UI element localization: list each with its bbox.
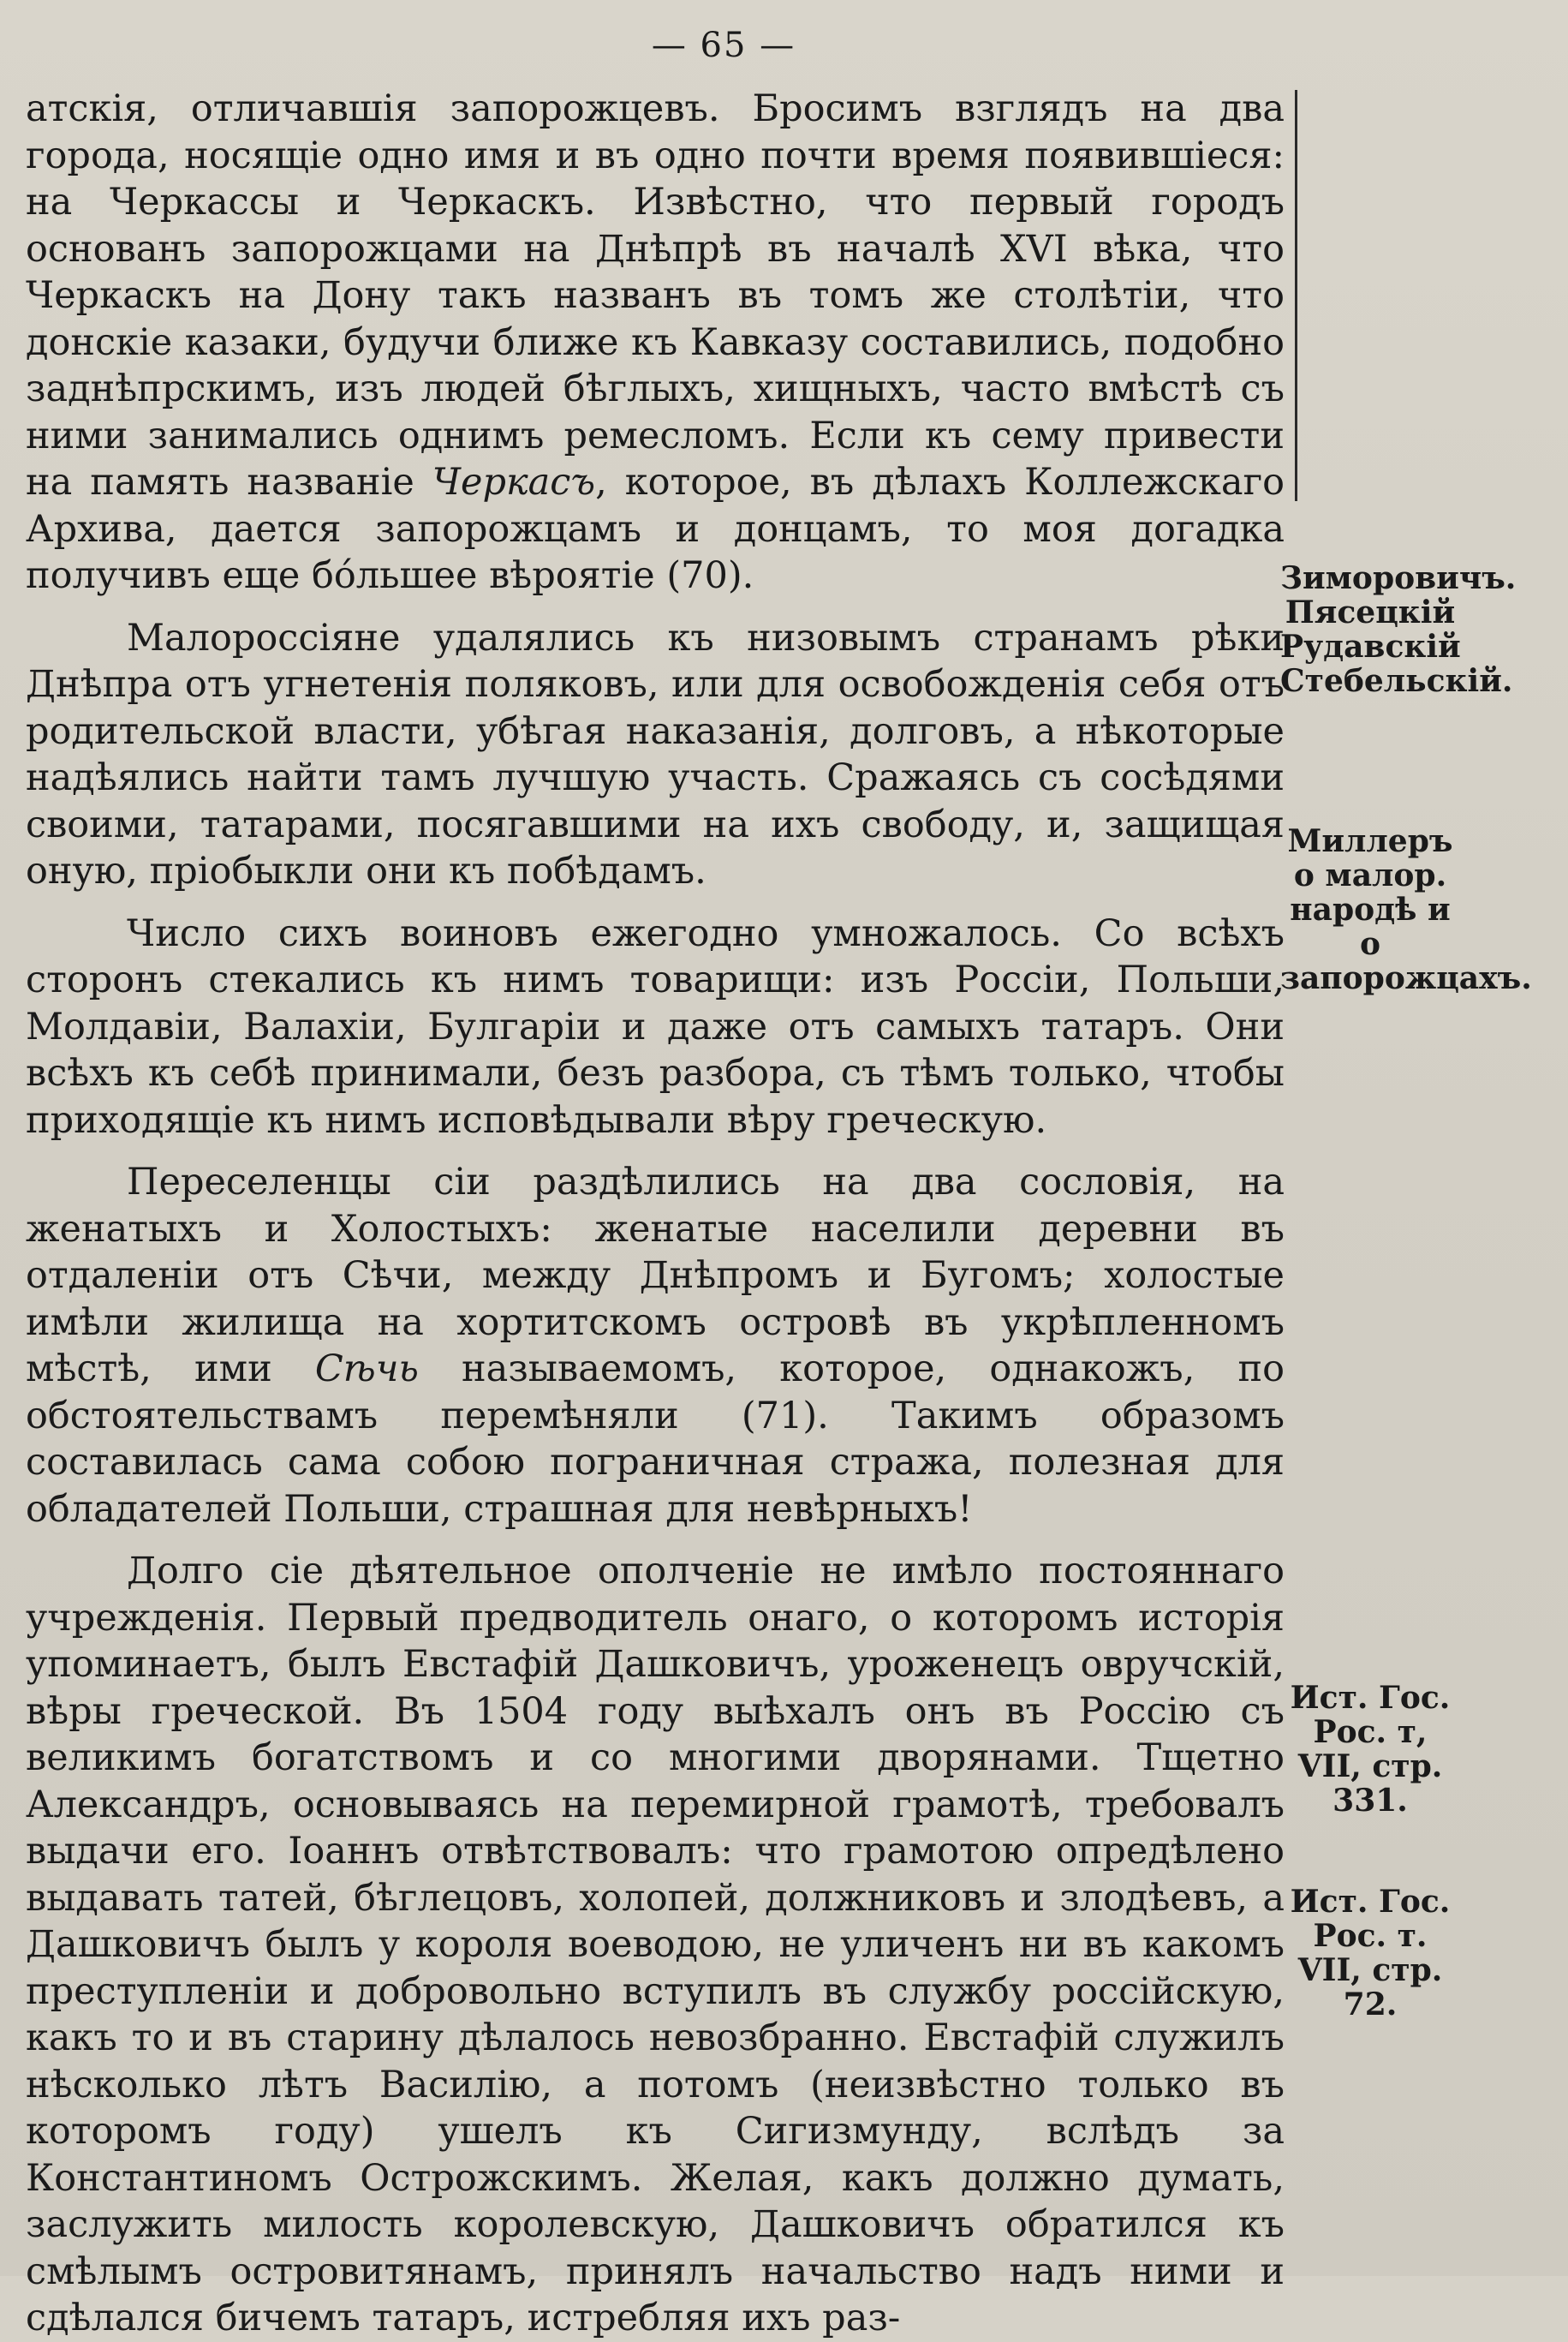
sidenote-1: Зиморовичъ. Пясецкій Рудавскій Стебельскій. [1280, 560, 1517, 699]
paragraph-3: Число сихъ воиновъ ежегодно умножалось. Со всѣхъ сторонъ стекались къ нимъ товарищи: изъ Россіи, Польши, Молдавіи, Валахіи, Булгаріи и даже отъ самыхъ татаръ. Они всѣхъ къ себѣ принимали, безъ разбора, съ тѣмъ только, чтобы приходящіе къ нимъ исповѣдывали вѣру греческую. [26, 911, 1285, 1142]
sidenote-2: Миллеръ о малор. народѣ и о запорожцахъ. [1280, 823, 1532, 996]
paragraph-5: Долго сіе дѣятельное ополченіе не имѣло постояннаго учрежденія. Первый предводитель онаго, о которомъ исторія упоминаетъ, былъ Евстафій Дашковичъ, уроженецъ овручскій, вѣры греческой. Въ 1504 году выѣхалъ онъ въ Россію съ великимъ богатствомъ и со многими дворянами. Тщетно Александръ, основываясь на перемирной грамотѣ, требовалъ выдачи его. Іоаннъ отвѣтствовалъ: что грамотою опредѣлено выдавать татей, бѣглецовъ, холопей, должниковъ и злодѣевъ, а Дашковичъ былъ у короля воеводою, не уличенъ ни въ какомъ преступленіи и добровольно вступилъ въ службу россійскую, какъ то и въ старину дѣлалось невозбранно. Евстафій служилъ нѣсколько лѣтъ Василію, а потомъ (неизвѣстно только въ которомъ году) ушелъ къ Сигизмунду, вслѣдъ за Константиномъ Острожскимъ. Желая, какъ должно думать, заслужить милость королевскую, Дашковичъ обратился къ смѣлымъ островитянамъ, принялъ начальство надъ ними и сдѣлался бичемъ татаръ, истребляя ихъ раз- [26, 1550, 1285, 2339]
sidenote-4: Ист. Гос. Рос. т. VII, стр. 72. [1290, 1884, 1451, 2022]
paragraph-4: Переселенцы сіи раздѣлились на два сословія, на женатыхъ и Холостыхъ: женатые населили деревни въ отдаленіи отъ Сѣчи, между Днѣпромъ и Бугомъ; холостые имѣли жилища на хортитскомъ островѣ въ укрѣпленномъ мѣстѣ, ими Сѣчь называемомъ, которое, однакожъ, по обстоятельствамъ перемѣняли (71). Такимъ образомъ составилась сама собою пограничная стража, полезная для обладателей Польши, страшная для невѣрныхъ! [26, 1161, 1285, 1531]
paragraph-2: Малороссіяне удалялись къ низовымъ странамъ рѣки Днѣпра отъ угнетенія поляковъ, или для освобожденія себя отъ родительской власти, убѣгая наказанія, долговъ, а нѣкоторые надѣялись найти тамъ лучшую участь. Сражаясь съ сосѣдями своими, татарами, посягавшими на ихъ свободу, и, защищая оную, пріобыкли они къ побѣдамъ. [26, 616, 1285, 893]
page-number: — 65 — [651, 26, 796, 65]
paragraph-1: атскія, отличавшія запорожцевъ. Бросимъ взглядъ на два города, носящіе одно имя и въ одно почти время появившіеся: на Черкассы и Черкаскъ. Извѣстно, что первый городъ основанъ запорожцами на Днѣпрѣ въ началѣ XVI вѣка, что Черкаскъ на Дону такъ названъ въ томъ же столѣтіи, что донскіе казаки, будучи ближе къ Кавказу составились, подобно заднѣпрскимъ, изъ людей бѣглыхъ, хищныхъ, часто вмѣстѣ съ ними занимались однимъ ремесломъ. Если къ сему привести на память названіе Черкасъ, которое, въ дѣлахъ Коллежскаго Архива, дается запорожцамъ и донцамъ, то моя догадка получивъ еще бо́льшее вѣроятіе (70). [26, 87, 1285, 597]
margin-rule [1295, 90, 1297, 501]
italic-term: Черкасъ [432, 461, 596, 504]
main-text [26, 86, 1285, 2342]
sidenote-3: Ист. Гос. Рос. т, VII, стр. 331. [1290, 1680, 1451, 1819]
italic-term: Сѣчь [314, 1347, 419, 1390]
